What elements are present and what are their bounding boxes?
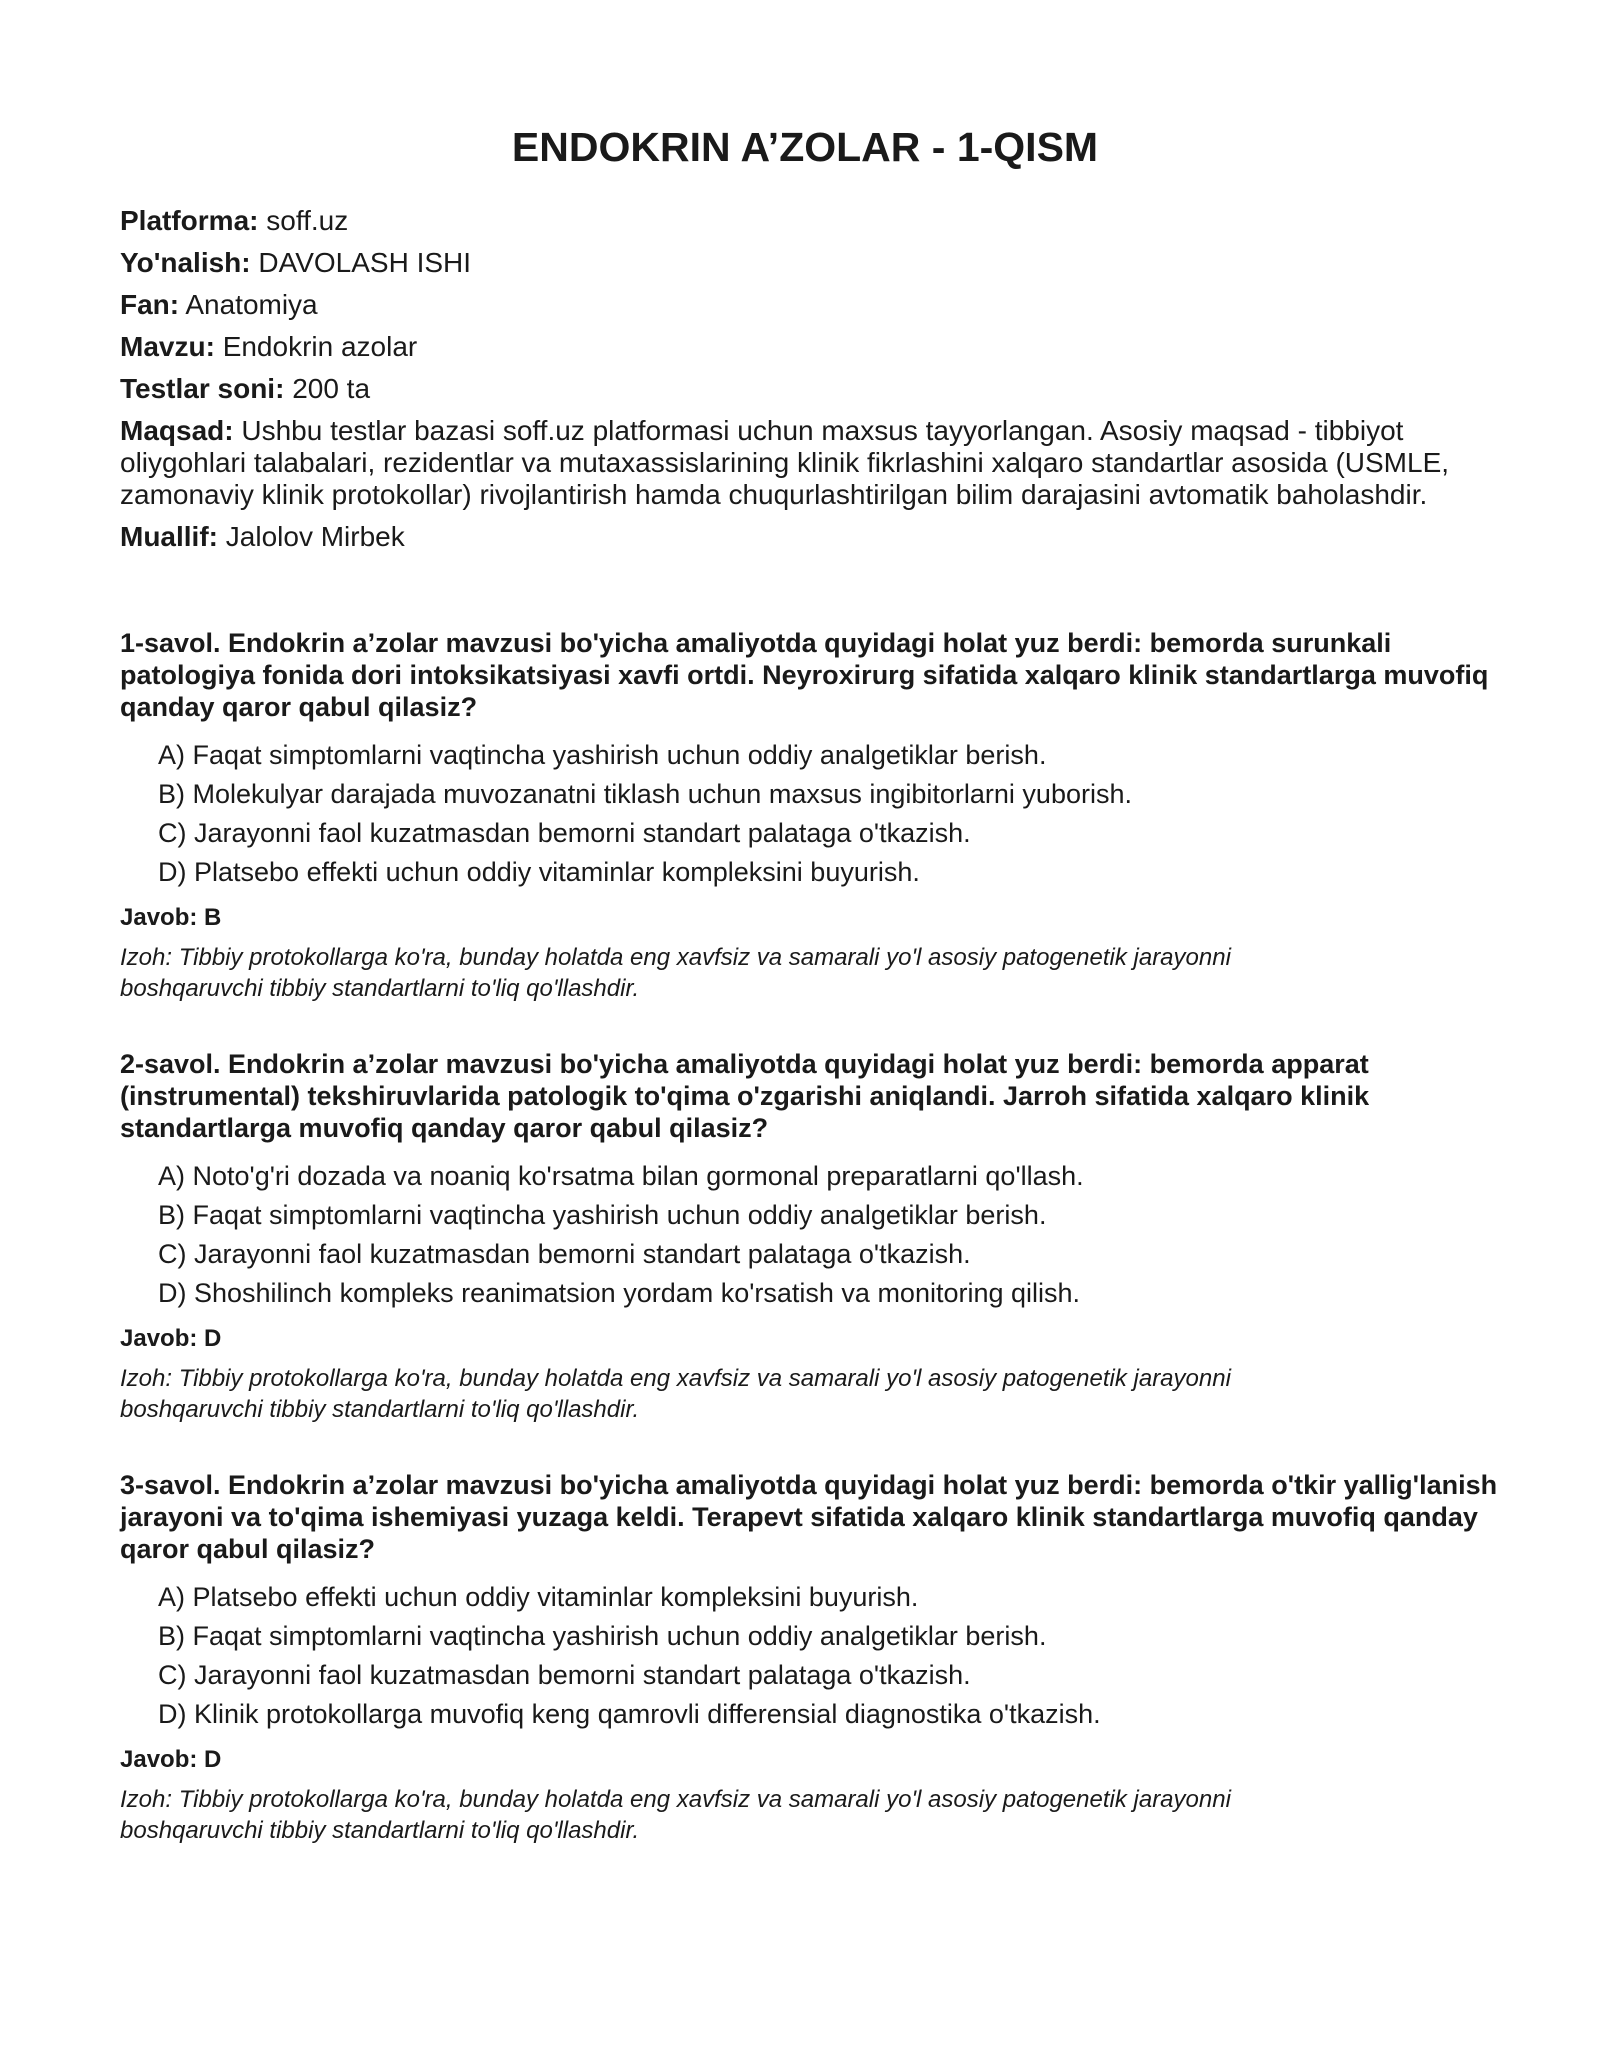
correct-answer: Javob: D <box>120 1325 222 1352</box>
correct-answer: Javob: D <box>120 1746 222 1773</box>
meta-test-count <box>120 373 1490 405</box>
question-text: 1-savol. Endokrin a’zolar mavzusi bo'yicha amaliyotda quyidagi holat yuz berdi: bemorda surunkali patologiya fonida dori intoksikatsiyasi xavfi ortdi. Neyroxirurg sifatida xalqaro klinik standartlarga muvofiq qanday qaror qabul qilasiz? <box>120 628 1489 722</box>
option-c: C) Jarayonni faol kuzatmasdan bemorni standart palataga o'tkazish. <box>158 1239 971 1269</box>
option-d: D) Klinik protokollarga muvofiq keng qamrovli differensial diagnostika o'tkazish. <box>158 1699 1101 1729</box>
correct-answer: Javob: B <box>120 904 222 931</box>
meta-platform <box>120 205 1490 237</box>
page-title: ENDOKRIN A’ZOLAR - 1-QISM <box>511 124 1099 170</box>
meta-subject <box>120 289 1490 321</box>
option-b: B) Faqat simptomlarni vaqtincha yashirish uchun oddiy analgetiklar berish. <box>158 1621 1047 1651</box>
question-3 <box>120 1469 1498 1846</box>
option-b: B) Faqat simptomlarni vaqtincha yashirish uchun oddiy analgetiklar berish. <box>158 1200 1047 1230</box>
option-d: D) Shoshilinch kompleks reanimatsion yordam ko'rsatish va monitoring qilish. <box>158 1278 1081 1308</box>
answer-options <box>120 1160 1490 1309</box>
meta-topic-label: Mavzu: <box>120 331 215 362</box>
meta-platform-label: Platforma: <box>120 205 259 236</box>
meta-purpose-value: Ushbu testlar bazasi soff.uz platformasi uchun maxsus tayyorlangan. Asosiy maqsad - tibbiyot oliygohlari talabalari, rezidentlar va mutaxassislarining klinik fikrlashini xalqaro standartlar asosida (USMLE, zamonaviy klinik protokollar) rivojlantirish hamda chuqurlashtirilgan bilim darajasini avtomatik baholashdir. <box>120 415 1450 510</box>
meta-author-value: Jalolov Mirbek <box>225 521 405 552</box>
question-text: 2-savol. Endokrin a’zolar mavzusi bo'yicha amaliyotda quyidagi holat yuz berdi: bemorda apparat (instrumental) tekshiruvlarida patologik to'qima o'zgarishi aniqlandi. Jarroh sifatida xalqaro klinik standartlarga muvofiq qanday qaror qabul qilasiz? <box>120 1049 1370 1143</box>
meta-subject-value: Anatomiya <box>185 289 318 320</box>
meta-purpose-label: Maqsad: <box>120 415 234 446</box>
option-d: D) Platsebo effekti uchun oddiy vitaminlar kompleksini buyurish. <box>158 857 920 887</box>
document-metadata <box>120 205 1490 553</box>
meta-direction-value: DAVOLASH ISHI <box>258 247 472 278</box>
question-list <box>120 627 1498 1846</box>
explanation-note: Izoh: Tibbiy protokollarga ko'ra, bunday holatda eng xavfsiz va samarali yo'l asosiy patogenetik jarayonni boshqaruvchi tibbiy standartlarni to'liq qo'llashdir. <box>120 1786 1231 1844</box>
option-a: A) Platsebo effekti uchun oddiy vitaminlar kompleksini buyurish. <box>158 1582 919 1612</box>
option-c: C) Jarayonni faol kuzatmasdan bemorni standart palataga o'tkazish. <box>158 1660 971 1690</box>
meta-author-label: Muallif: <box>120 521 218 552</box>
option-b: B) Molekulyar darajada muvozanatni tiklash uchun maxsus ingibitorlarni yuborish. <box>158 779 1132 809</box>
option-c: C) Jarayonni faol kuzatmasdan bemorni standart palataga o'tkazish. <box>158 818 971 848</box>
meta-direction <box>120 247 1490 279</box>
answer-options <box>120 1581 1490 1730</box>
meta-subject-label: Fan: <box>120 289 180 320</box>
meta-direction-label: Yo'nalish: <box>120 247 251 278</box>
explanation-note: Izoh: Tibbiy protokollarga ko'ra, bunday holatda eng xavfsiz va samarali yo'l asosiy patogenetik jarayonni boshqaruvchi tibbiy standartlarni to'liq qo'llashdir. <box>120 944 1231 1002</box>
question-text: 3-savol. Endokrin a’zolar mavzusi bo'yicha amaliyotda quyidagi holat yuz berdi: bemorda o'tkir yallig'lanish jarayoni va to'qima ishemiyasi yuzaga keldi. Terapevt sifatida xalqaro klinik standartlarga muvofiq qanday qaror qabul qilasiz? <box>120 1470 1498 1564</box>
document-page <box>120 0 1498 1890</box>
meta-author <box>120 521 1490 553</box>
meta-platform-value: soff.uz <box>266 205 349 236</box>
meta-test-count-value: 200 ta <box>292 373 371 404</box>
answer-options <box>120 739 1490 888</box>
option-a: A) Faqat simptomlarni vaqtincha yashirish uchun oddiy analgetiklar berish. <box>158 740 1047 770</box>
meta-topic-value: Endokrin azolar <box>222 331 418 362</box>
meta-purpose <box>120 415 1460 511</box>
question-2 <box>120 1048 1490 1425</box>
question-1 <box>120 627 1490 1004</box>
meta-topic <box>120 331 1490 363</box>
explanation-note: Izoh: Tibbiy protokollarga ko'ra, bunday holatda eng xavfsiz va samarali yo'l asosiy patogenetik jarayonni boshqaruvchi tibbiy standartlarni to'liq qo'llashdir. <box>120 1365 1231 1423</box>
meta-test-count-label: Testlar soni: <box>120 373 285 404</box>
option-a: A) Noto'g'ri dozada va noaniq ko'rsatma bilan gormonal preparatlarni qo'llash. <box>158 1161 1084 1191</box>
